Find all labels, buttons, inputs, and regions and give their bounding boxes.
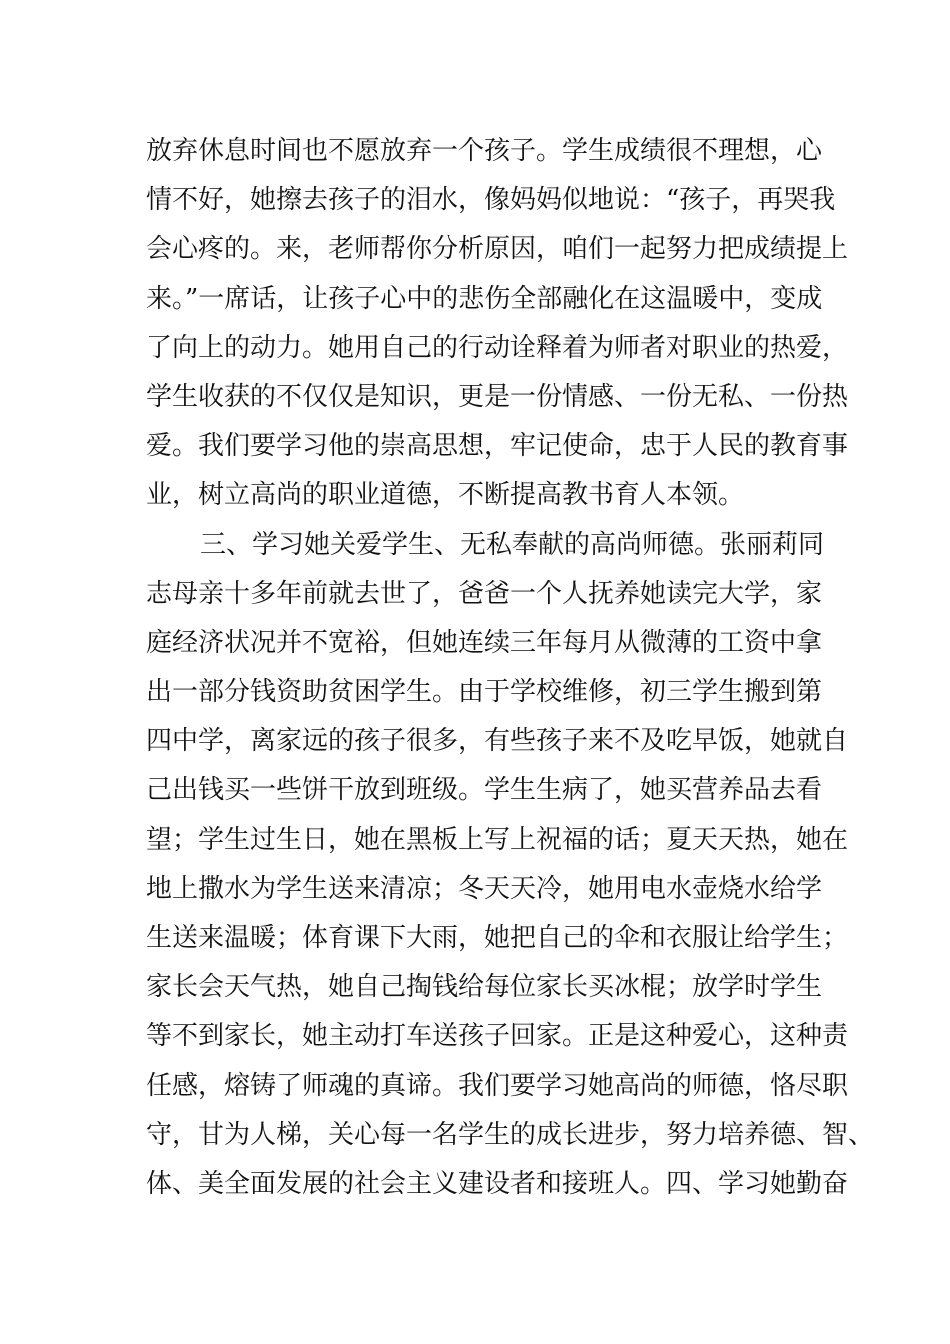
- text-line-7: 爱。我们要学习他的崇高思想，牢记使命，忠于人民的教育事: [146, 431, 849, 462]
- text-line-6: 学生收获的不仅仅是知识，更是一份情感、一份无私、一份热: [146, 381, 849, 412]
- text-line-8: 业，树立高尚的职业道德，不断提高教书育人本领。: [146, 480, 745, 511]
- text-line-3: 会心疼的。来，老师帮你分析原因，咱们一起努力把成绩提上: [146, 234, 849, 265]
- text-line-19: 等不到家长，她主动打车送孩子回家。正是这种爱心，这种责: [146, 1021, 849, 1052]
- text-line-21: 守，甘为人梯，关心每一名学生的成长进步，努力培养德、智、: [146, 1119, 875, 1150]
- text-line-17: 生送来温暖；体育课下大雨，她把自己的伞和衣服让给学生；: [146, 923, 849, 953]
- text-line-1: 放弃休息时间也不愿放弃一个孩子。学生成绩很不理想，心: [146, 136, 823, 166]
- text-line-2: 情不好，她擦去孩子的泪水，像妈妈似地说：“孩子，再哭我: [146, 185, 836, 216]
- text-line-14: 己出钱买一些饼干放到班级。学生生病了，她买营养品去看: [146, 775, 823, 806]
- text-line-10: 志母亲十多年前就去世了，爸爸一个人抚养她读完大学，家: [146, 578, 823, 609]
- body-text: [146, 127, 875, 1209]
- text-line-13: 四中学，离家远的孩子很多，有些孩子来不及吃早饭，她就自: [146, 726, 849, 757]
- text-line-11: 庭经济状况并不宽裕，但她连续三年每月从微薄的工资中拿: [146, 627, 823, 658]
- text-line-16: 地上撒水为学生送来清凉；冬天天冷，她用电水壶烧水给学: [146, 873, 823, 904]
- text-line-9: 三、学习她关爱学生、无私奉献的高尚师德。张丽莉同: [200, 529, 825, 560]
- text-line-12: 出一部分钱资助贫困学生。由于学校维修，初三学生搬到第: [146, 677, 823, 708]
- text-line-15: 望；学生过生日，她在黑板上写上祝福的话；夏天天热，她在: [146, 824, 849, 855]
- text-line-18: 家长会天气热，她自己掏钱给每位家长买冰棍；放学时学生: [146, 972, 823, 1003]
- text-line-5: 了向上的动力。她用自己的行动诠释着为师者对职业的热爱，: [146, 332, 849, 363]
- text-line-4: 来。”一席话，让孩子心中的悲伤全部融化在这温暖中，变成: [146, 283, 823, 314]
- text-line-20: 任感，熔铸了师魂的真谛。我们要学习她高尚的师德，恪尽职: [146, 1070, 849, 1101]
- text-line-22: 体、美全面发展的社会主义建设者和接班人。四、学习她勤奋: [146, 1168, 849, 1199]
